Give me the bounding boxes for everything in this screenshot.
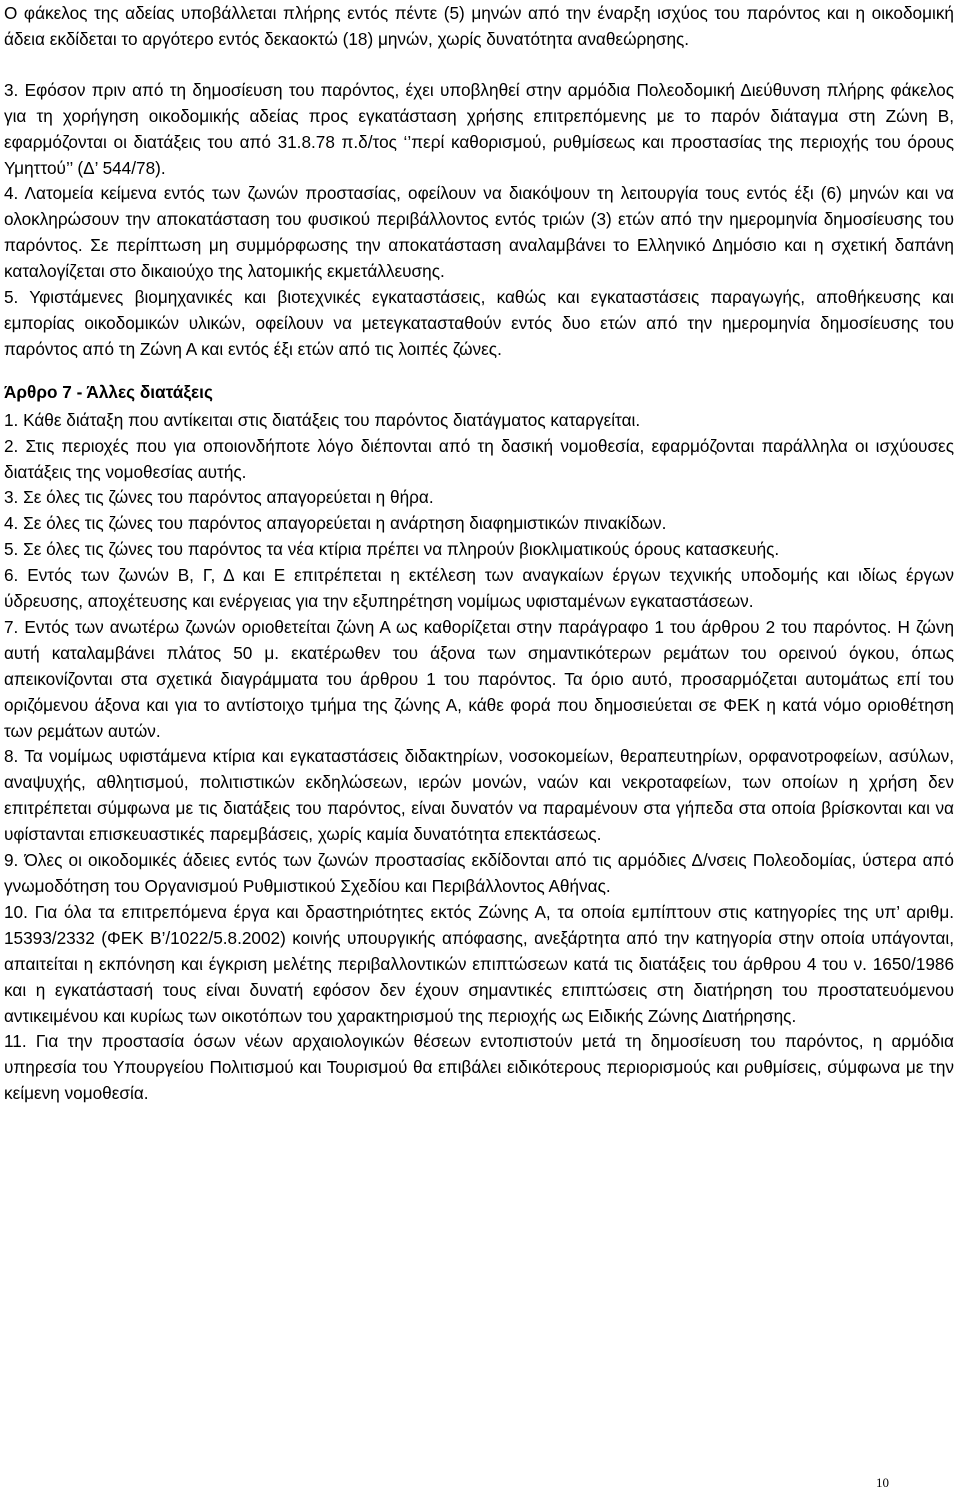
article-7-item-6: 6. Εντός των ζωνών Β, Γ, Δ και Ε επιτρέπεται η εκτέλεση των αναγκαίων έργων τεχνικής υποδομής και ιδίως έργων ύδρευσης, αποχέτευσης και ενέργειας για την εξυπηρέτηση νομίμως υφισταμένων εγκαταστάσεων.: [4, 565, 954, 612]
article-7-item-3: 3. Σε όλες τις ζώνες του παρόντος απαγορεύεται η θήρα.: [4, 487, 434, 508]
article-7-item-9: 9. Όλες οι οικοδομικές άδειες εντός των ζωνών προστασίας εκδίδονται από τις αρμόδιες Δ/νσεις Πολεοδομίας, ύστερα από γνωμοδότηση του Οργανισμού Ρυθμιστικού Σχεδίου και Περιβάλλοντος Αθήνας.: [4, 850, 954, 896]
paragraph-item-3: 3. Εφόσον πριν από τη δημοσίευση του παρόντος, έχει υποβληθεί στην αρμόδια Πολεοδομική Διεύθυνση πλήρης φάκελος για τη χορήγηση οικοδομικής αδείας προς εγκατάσταση χρήσης επιτρεπόμενης με το παρόν διάταγμα στη Ζώνη Β, εφαρμόζονται οι διατάξεις του από 31.8.78 π.δ/τος ‘’περί καθορισμού, ρυθμίσεως και προστασίας της περιοχής του όρους Υμηττού’’ (Δ’ 544/78).: [4, 79, 954, 178]
article-7-item-11: 11. Για την προστασία όσων νέων αρχαιολογικών θέσεων εντοπιστούν μετά τη δημοσίευση του παρόντος, η αρμόδια υπηρεσία του Υπουργείου Πολιτισμού και Τουρισμού θα επιβάλει ειδικότερους περιορισμούς και ρυθμίσεις, σύμφωνα με την κείμενη νομοθεσία.: [4, 1031, 954, 1104]
article-7-item-1: 1. Κάθε διάταξη που αντίκειται στις διατάξεις του παρόντος διατάγματος καταργείται.: [4, 409, 641, 430]
document-page: [4, 0, 954, 1107]
paragraph-item-5: 5. Υφιστάμενες βιομηχανικές και βιοτεχνικές εγκαταστάσεις, καθώς και εγκαταστάσεις παραγωγής, αποθήκευσης και εμπορίας οικοδομικών υλικών, οφείλουν να μετεγκατασταθούν εντός δυο ετών από την ημερομηνία δημοσίευσης του παρόντος από τη Ζώνη Α και εντός έξι ετών από τις λοιπές ζώνες.: [4, 287, 954, 359]
article-7-item-10: 10. Για όλα τα επιτρεπόμενα έργα και δραστηριότητες εκτός Ζώνης Α, τα οποία εμπίπτουν στις κατηγορίες της υπ’ αριθμ. 15393/2332 (ΦΕΚ Β’/1022/5.8.2002) κοινής υπουργικής απόφασης, ανεξάρτητα από την κατηγορία στην οποία υπάγονται, απαιτείται η εκπόνηση και έγκριση μελέτης περιβαλλοντικών επιπτώσεων κατά τις διατάξεις του άρθρου 4 του ν. 1650/1986 και η εγκατάστασή τους είναι δυνατή εφόσον δεν έχουν σημαντικές επιπτώσεις στη διατήρηση του προστατευόμενου αντικειμένου και κυρίως των οικοτόπων του χαρακτηρισμού της περιοχής ως Ειδικής Ζώνης Διατήρησης.: [4, 901, 954, 1026]
article-7-item-4: 4. Σε όλες τις ζώνες του παρόντος απαγορεύεται η ανάρτηση διαφημιστικών πινακίδων.: [4, 513, 667, 534]
article-7-item-5: 5. Σε όλες τις ζώνες του παρόντος τα νέα κτίρια πρέπει να πληρούν βιοκλιματικούς όρους κατασκευής.: [4, 539, 780, 560]
article-7-item-7: 7. Εντός των ανωτέρω ζωνών οριοθετείται ζώνη Α ως καθορίζεται στην παράγραφο 1 του άρθρου 2 του παρόντος. Η ζώνη αυτή καταλαμβάνει πλάτος 50 μ. εκατέρωθεν του άξονα των σημαντικότερων ρεμάτων του ορεινού όγκου, όπως απεικονίζονται στα σχετικά διαγράμματα του άρθρου 1 του παρόντος. Τα όριο αυτό, προσαρμόζεται αυτομάτως επί του οριζόμενου άξονα και για το αντίστοιχο τμήμα της ζώνης Α, κάθε φορά που δημοσιεύεται σε ΦΕΚ η κατά νόμο οριοθέτηση των ρεμάτων αυτών.: [4, 616, 954, 741]
article-7-item-8: 8. Τα νομίμως υφιστάμενα κτίρια και εγκαταστάσεις διδακτηρίων, νοσοκομείων, θεραπευτηρίων, ορφανοτροφείων, ασύλων, αναψυχής, αθλητισμού, πολιτιστικών εκδηλώσεων, ιερών μονών, ναών και νεκροταφείων, των οποίων η χρήση δεν επιτρέπεται σύμφωνα με τις διατάξεις του παρόντος, είναι δυνατόν να παραμένουν στα γήπεδα στα οποία βρίσκονται και να υφίστανται επισκευαστικές παρεμβάσεις, χωρίς καμία δυνατότητα επεκτάσεως.: [4, 746, 954, 845]
intro-paragraph: Ο φάκελος της αδείας υποβάλλεται πλήρης εντός πέντε (5) μηνών από την έναρξη ισχύος του παρόντος και η οικοδομική άδεια εκδίδεται το αργότερο εντός δεκαοκτώ (18) μηνών, χωρίς δυνατότητα αναθεώρησης.: [4, 3, 954, 49]
page-number: 10: [876, 1475, 889, 1490]
article-7-item-2: 2. Στις περιοχές που για οποιονδήποτε λόγο διέπονται από τη δασική νομοθεσία, εφαρμόζονται παράλληλα οι ισχύουσες διατάξεις της νομοθεσίας αυτής.: [4, 435, 954, 482]
article-7-heading: Άρθρο 7 - Άλλες διατάξεις: [4, 381, 213, 402]
paragraph-item-4: 4. Λατομεία κείμενα εντός των ζωνών προστασίας, οφείλουν να διακόψουν τη λειτουργία τους εντός έξι (6) μηνών και να ολοκληρώσουν την αποκατάσταση του φυσικού περιβάλλοντος εντός τριών (3) ετών από την ημερομηνία δημοσίευσης του παρόντος. Σε περίπτωση μη συμμόρφωσης την αποκατάσταση αναλαμβάνει το Ελληνικό Δημόσιο και η σχετική δαπάνη καταλογίζεται στο δικαιούχο της λατομικής εκμετάλλευσης.: [4, 183, 954, 282]
